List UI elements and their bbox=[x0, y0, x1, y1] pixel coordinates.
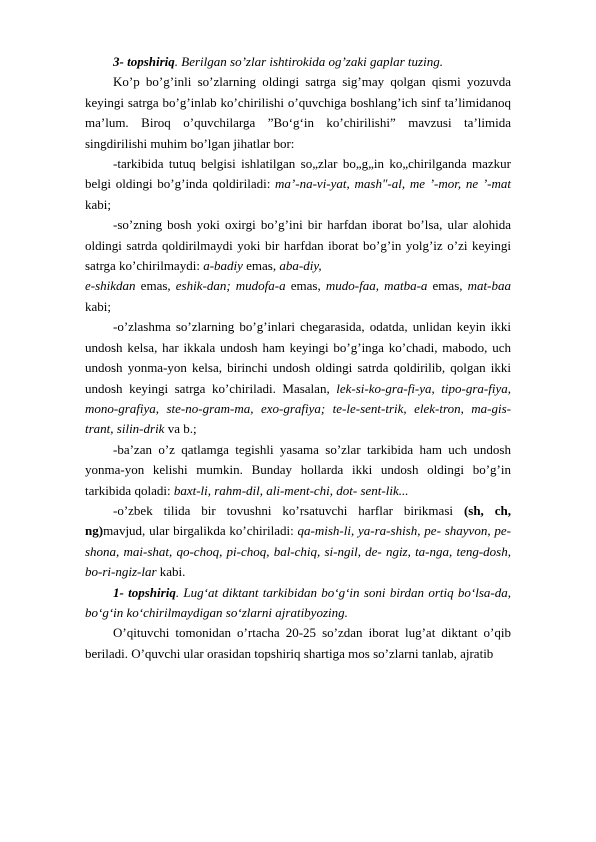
example-word: mat-baa bbox=[467, 278, 511, 294]
rule-digraphs bbox=[85, 501, 511, 583]
example-word: aba-diy, bbox=[279, 258, 322, 274]
example-word: mudo-faa, matba-a bbox=[325, 278, 428, 294]
connector-word: emas, bbox=[135, 278, 176, 294]
task1-instruction: . Lug‘at diktant tarkibidan bo‘g‘in soni birdan ortiq bo‘lsa-da, bo‘g‘in ko‘chirilmaydigan so‘zlarni ajratibyozing. bbox=[85, 584, 511, 620]
connector-word: emas, bbox=[285, 278, 326, 294]
rule-borrowed-words-text: -o’zlashma so’zlarning bo’g’inlari chegarasida, odatda, unlidan keyin ikki undosh kelsa, har ikkala undosh ham keyingi bo’g’inga ko’chadi, mabodo, uch undosh yonma-yon kelsa, birinchi undosh oldingi satrda qoldirilib, qolgan ikki undosh keyingi satrga ko’chiriladi. Masalan, bbox=[85, 319, 511, 396]
example-word: eshik-dan; mudofa-a bbox=[175, 278, 286, 294]
document-page bbox=[85, 52, 511, 664]
rule-borrowed-words-end: va b.; bbox=[164, 421, 197, 437]
rule-digraphs-end: kabi. bbox=[156, 564, 186, 580]
rule-apostrophe-end: kabi; bbox=[85, 196, 111, 212]
task1-title: 1- topshiriq bbox=[113, 584, 176, 600]
rule-borrowed-words bbox=[85, 317, 511, 439]
closing-paragraph: O’qituvchi tomonidan o’rtacha 20-25 so’zdan iborat lug’at diktant o’qib beriladi. O’quvchi ular orasidan topshiriq shartiga mos so’zlarni tanlab, ajratib bbox=[85, 625, 511, 661]
example-word: a-badiy bbox=[203, 258, 243, 274]
task3-title: 3- topshiriq bbox=[113, 54, 175, 69]
example-word: e-shikdan bbox=[85, 278, 136, 294]
task3-heading bbox=[85, 52, 511, 72]
rule-borrowed-words-examples: lek-si-ko-gra-fi-ya, tipo-gra-fiya, mono-grafiya, ste-no-gram-ma, exo-grafiya; te-le-sent-trik, elek-tron, ma-gis-trant, silin-drik bbox=[85, 380, 511, 437]
rule-digraphs-examples: qa-mish-li, ya-ra-shish, pe- shayvon, pe-shona, mai-shat, qo-choq, pi-choq, bal-chiq, si-ngil, de- ngiz, ta-nga, teng-dosh, bo-ri-ngiz-lar bbox=[85, 523, 511, 580]
connector-word: emas, bbox=[242, 258, 280, 274]
rule-single-letter-text: -so’zning bosh yoki oxirgi bo’g’ini bir harfdan iborat bo’lsa, ular alohida oldingi satrda qoldirilmaydi yoki bir harfdan iborat bo’g’in yolg’iz o’zi keyingi satrga ko’chirilmaydi: bbox=[85, 217, 511, 274]
rule-apostrophe-examples: ma’-na-vi-yat, mash"-al, me ’-mor, ne ’-mat bbox=[275, 176, 511, 192]
rule-single-letter bbox=[85, 215, 511, 276]
rule-three-consonants-text: -ba’zan o’z qatlamga tegishli yasama so’zlar tarkibida ham uch undosh yonma-yon kelishi mumkin. Bunday hollarda ikki undosh oldingi bo’g’in tarkibida qoladi: bbox=[85, 441, 511, 498]
rule-apostrophe-text: -tarkibida tutuq belgisi ishlatilgan so„zlar bo„g„in ko„chirilganda mazkur belgi oldingi bo’g’inda qoldiriladi: bbox=[85, 156, 511, 192]
digraph-letters: (sh, ch, ng) bbox=[85, 502, 511, 539]
connector-word: emas, bbox=[427, 278, 468, 294]
task1-heading bbox=[85, 583, 511, 624]
rule-apostrophe bbox=[85, 154, 511, 215]
rule-digraphs-text: -o’zbek tilida bir tovushni ko’rsatuvchi harflar birikmasi bbox=[113, 502, 464, 518]
task3-instruction: . Berilgan so’zlar ishtirokida og’zaki gaplar tuzing. bbox=[174, 54, 443, 69]
intro-paragraph: Ko’p bo’g’inli so’zlarning oldingi satrga sig’may qolgan qismi yozuvda keyingi satrga bo’g’inlab ko’chirilishi o’quvchiga boshlang’ich sinf ta’limidanoq ma’lum. Biroq o’quvchilarga ”Bo‘g‘in ko’chirilishi” mavzusi ta’limida singdirilishi muhim bo’lgan jihatlar bor: bbox=[85, 74, 511, 151]
rule-digraphs-text2: mavjud, ular birgalikda ko’chiriladi: bbox=[103, 523, 298, 539]
rule-single-letter-cont bbox=[85, 276, 511, 317]
rule-three-consonants bbox=[85, 440, 511, 501]
rule-single-letter-end: kabi; bbox=[85, 298, 111, 314]
rule-three-consonants-examples: baxt-li, rahm-dil, ali-ment-chi, dot- sent-lik... bbox=[173, 482, 409, 498]
